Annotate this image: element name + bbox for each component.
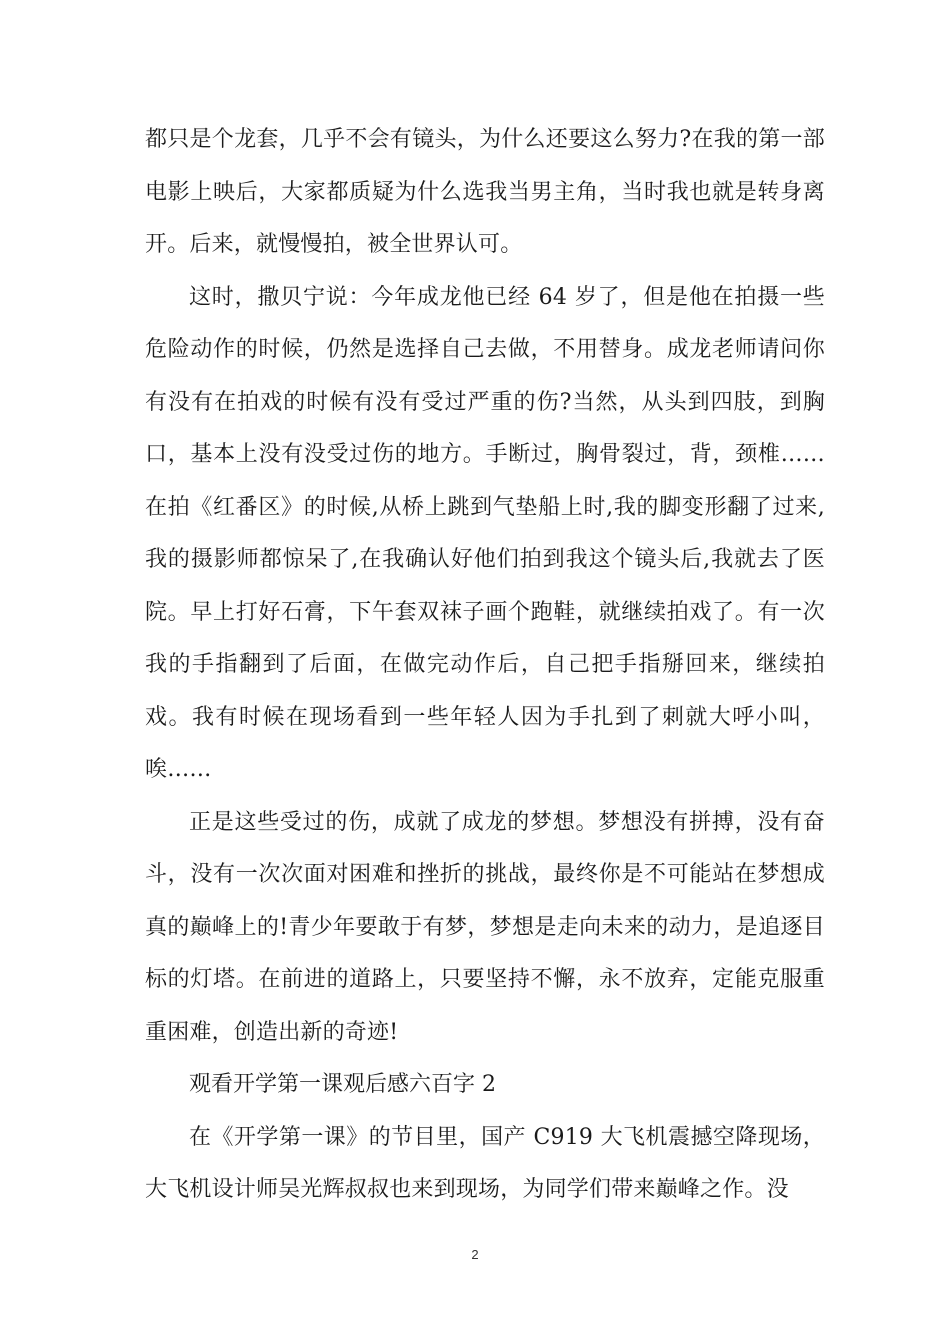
paragraph-4: 在《开学第一课》的节目里，国产 C919 大飞机震撼空降现场，大飞机设计师吴光辉叔叔也来到现场，为同学们带来巅峰之作。没	[145, 1124, 825, 1202]
paragraph-2: 这时，撒贝宁说：今年成龙他已经 64 岁了，但是他在拍摄一些危险动作的时候，仍然是选择自己去做，不用替身。成龙老师请问你有没有在拍戏的时候有没有受过严重的伤?当然，从头到四肢，到胸口，基本上没有没受过伤的地方。手断过，胸骨裂过，背，颈椎……在拍《红番区》的时候,从桥上跳到气垫船上时,我的脚变形翻了过来,我的摄影师都惊呆了,在我确认好他们拍到我这个镜头后,我就去了医院。早上打好石膏，下午套双袜子画个跑鞋，就继续拍戏了。有一次我的手指翻到了后面，在做完动作后，自己把手指掰回来，继续拍戏。我有时候在现场看到一些年轻人因为手扎到了刺就大呼小叫，唉……	[145, 284, 825, 782]
page-number: 2	[471, 1247, 479, 1262]
paragraph-3: 正是这些受过的伤，成就了成龙的梦想。梦想没有拼搏，没有奋斗，没有一次次面对困难和挫折的挑战，最终你是不可能站在梦想成真的巅峰上的!青少年要敢于有梦，梦想是走向未来的动力，是追逐目标的灯塔。在前进的道路上，只要坚持不懈，永不放弃，定能克服重重困难，创造出新的奇迹!	[145, 809, 825, 1045]
paragraph-1: 都只是个龙套，几乎不会有镜头，为什么还要这么努力?在我的第一部电影上映后，大家都质疑为什么选我当男主角，当时我也就是转身离开。后来，就慢慢拍，被全世界认可。	[145, 127, 825, 257]
body-text	[145, 114, 825, 1217]
section-heading: 观看开学第一课观后感六百字 2	[189, 1072, 496, 1097]
